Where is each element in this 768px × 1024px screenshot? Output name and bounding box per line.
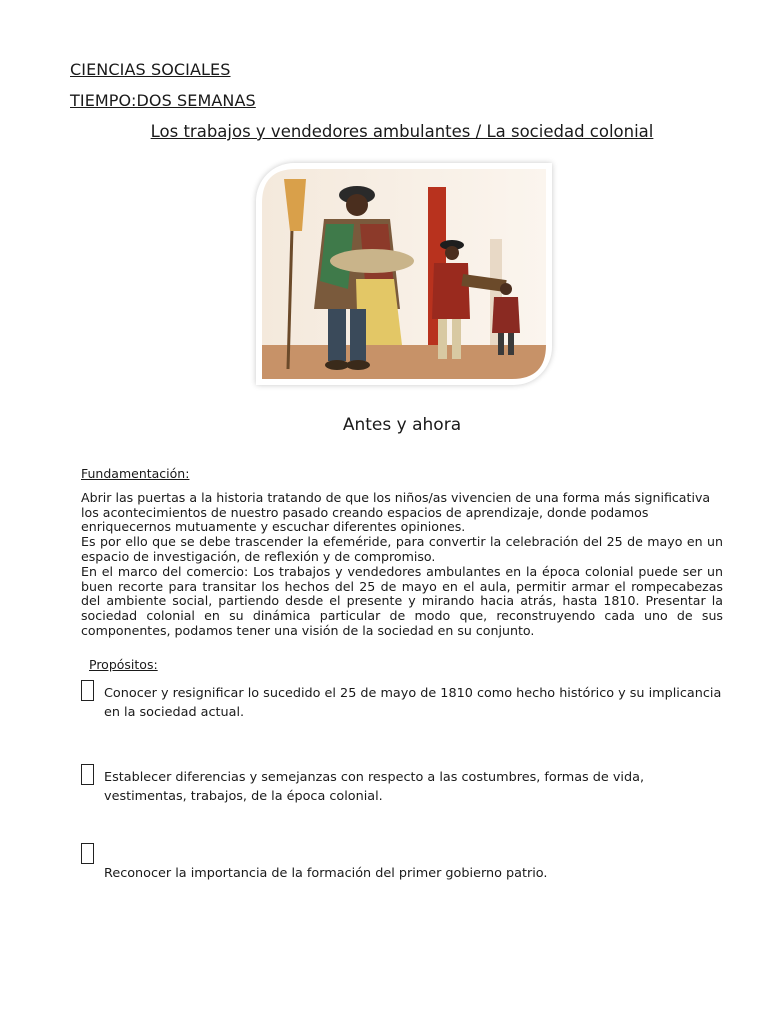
document-title-text: Los trabajos y vendedores ambulantes / La sociedad colonial (150, 122, 654, 141)
colonial-vendors-photo (256, 163, 552, 385)
bullet-box-icon (81, 764, 94, 790)
fundamentacion-paragraph-2: Es por ello que se debe trascender la efeméride, para convertir la celebración del 25 de mayo en un espacio de investigación, de reflexión y de compromiso. (81, 534, 723, 564)
proposito-item-1: Conocer y resignificar lo sucedido el 25 de mayo de 1810 como hecho histórico y su implicancia en la sociedad actual. (104, 686, 722, 720)
proposito-item-2: Establecer diferencias y semejanzas con respecto a las costumbres, formas de vida, vestimentas, trabajos, de la época colonial. (104, 770, 645, 804)
propositos-label: Propósitos: (89, 657, 158, 672)
bullet-box-icon (81, 843, 94, 869)
colonial-figurines-illustration (262, 169, 546, 379)
fundamentacion-paragraph-1: Abrir las puertas a la historia tratando de que los niños/as vivencien de una forma más significativa los acontecimientos de nuestro pasado creando espacios de aprendizaje, donde podamos enriquecernos mutuamente y escuchar diferentes opiniones. (81, 490, 711, 535)
time-heading: TIEMPO:DOS SEMANAS (70, 91, 256, 110)
document-title (0, 122, 768, 141)
proposito-item-3: Reconocer la importancia de la formación del primer gobierno patrio. (104, 866, 548, 881)
fundamentacion-paragraph-3: En el marco del comercio: Los trabajos y vendedores ambulantes en la época colonial puede ser un buen recorte para transitar los hechos del 25 de mayo en el aula, permitir armar el rompecabezas del ambiente social, partiendo desde el presente y mirando hacia atrás, hasta 1810. Presentar la sociedad colonial en su dinámica particular de modo que, reconstruyendo cada uno de sus componentes, podamos tener una visión de la sociedad en su conjunto. (81, 564, 723, 638)
subject-heading: CIENCIAS SOCIALES (70, 60, 231, 79)
section-subtitle-text: Antes y ahora (342, 415, 462, 435)
bullet-box-icon (81, 680, 94, 706)
section-subtitle (0, 415, 768, 435)
fundamentacion-label: Fundamentación: (81, 466, 190, 481)
